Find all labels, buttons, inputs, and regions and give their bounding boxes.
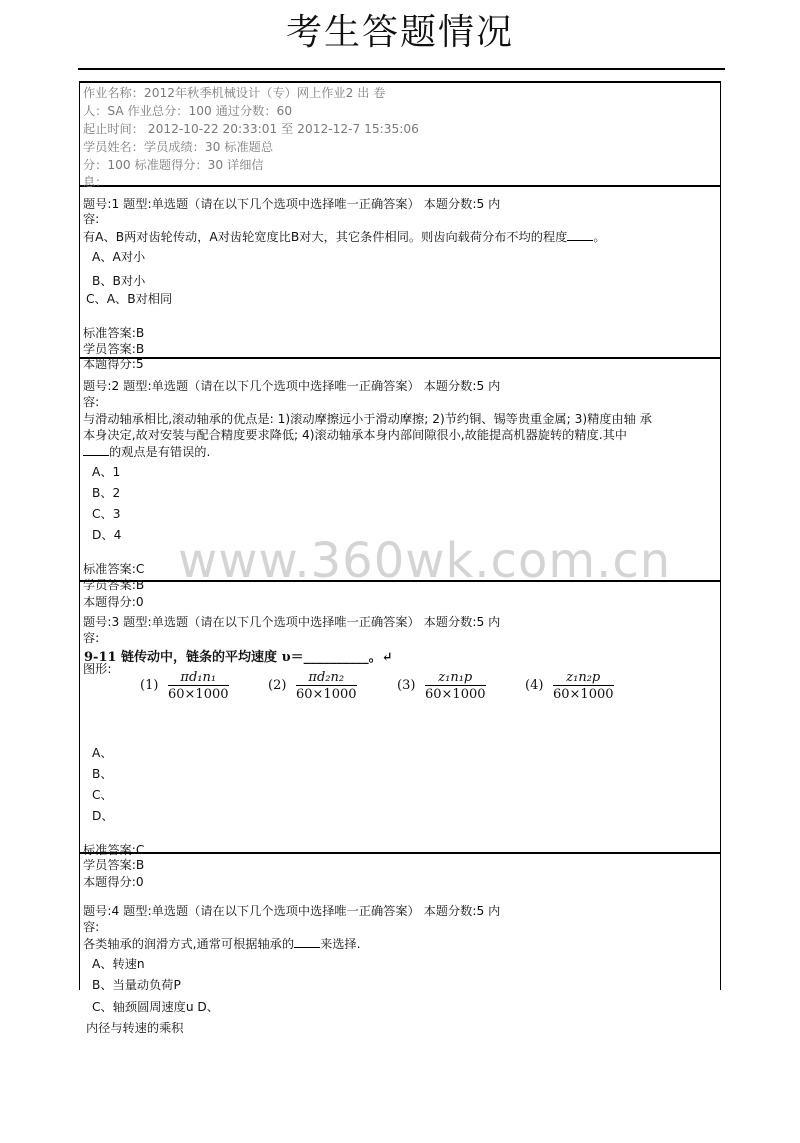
q2-student-answer: 学员答案:B (83, 578, 145, 592)
question-box-4 (79, 854, 721, 990)
formula-label: (3) (397, 678, 416, 693)
q3-student-answer: 学员答案:B (83, 858, 145, 872)
answer-blank (294, 936, 320, 948)
title-rule (78, 68, 725, 70)
q3-option-c[interactable]: C、 (92, 788, 113, 802)
answer-blank (567, 229, 593, 241)
q1-option-a[interactable]: A、A对小 (92, 250, 146, 264)
q2-text-line2: 本身决定,故对安装与配合精度要求降低; 4)滚动轴承本身内部间隙很小,故能提高机器旋转的精度.其中 (83, 428, 627, 442)
formula-label: (2) (268, 678, 287, 693)
student-info: 学员姓名：学员成绩：30 标准题总 (83, 140, 274, 154)
q2-text-line1: 与滑动轴承相比,滚动轴承的优点是: 1)滚动摩擦远小于滑动摩擦; 2)节约铜、锡等贵重金属; 3)精度由轴 承 (83, 412, 652, 426)
q4-option-b[interactable]: B、当量动负荷P (92, 978, 181, 992)
formula-label: (4) (525, 678, 544, 693)
formula-denominator: 60×1000 (296, 687, 357, 702)
q1-header: 题号:1 题型:单选题（请在以下几个选项中选择唯一正确答案） 本题分数:5 内 (83, 197, 501, 211)
formula-denominator: 60×1000 (425, 687, 486, 702)
q3-header: 题号:3 题型:单选题（请在以下几个选项中选择唯一正确答案） 本题分数:5 内 (83, 615, 501, 629)
q1-option-c[interactable]: C、A、B对相同 (86, 292, 173, 306)
q2-text-line3: 的观点是有错误的. (83, 444, 210, 460)
formula-denominator: 60×1000 (168, 687, 229, 702)
q2-option-d[interactable]: D、4 (92, 528, 122, 542)
formula-numerator: z₁n₁p (438, 670, 473, 685)
q2-option-a[interactable]: A、1 (92, 465, 121, 479)
q1-score: 本题得分:5 (83, 357, 144, 371)
q2-option-c[interactable]: C、3 (92, 507, 121, 521)
formula-numerator: πd₁n₁ (180, 670, 217, 685)
q3-option-b[interactable]: B、 (92, 767, 113, 781)
q1-option-b[interactable]: B、B对小 (92, 274, 146, 288)
q1-student-answer: 学员答案:B (83, 342, 145, 356)
watermark: www.360wk.com.cn (178, 533, 672, 589)
q2-header-cont: 容: (83, 395, 100, 409)
q2-option-b[interactable]: B、2 (92, 486, 121, 500)
q3-figure-title: 9-11 链传动中，链条的平均速度 υ＝__________。↵ (84, 650, 393, 665)
page-title: 考生答题情况 (285, 12, 514, 53)
q4-option-d-cont[interactable]: 内径与转速的乘积 (86, 1021, 184, 1035)
divider (79, 81, 721, 83)
assignment-name: 作业名称：2012年秋季机械设计（专）网上作业2 出 卷 (83, 86, 386, 100)
q3-option-d[interactable]: D、 (92, 809, 114, 823)
q3-score: 本题得分:0 (83, 875, 144, 889)
q3-standard-answer: 标准答案:C (83, 843, 145, 857)
q1-text: 有A、B两对齿轮传动，A对齿轮宽度比B对大，其它条件相同。则齿向载荷分布不均的程度 。 (83, 230, 606, 244)
q2-score: 本题得分:0 (83, 595, 144, 609)
q4-text: 各类轴承的润滑方式,通常可根据轴承的 来选择. (83, 937, 361, 951)
formula-numerator: z₁n₂p (566, 670, 601, 685)
assignment-time-range: 起止时间： 2012-10-22 20:33:01 至 2012-12-7 15:35:06 (83, 122, 419, 136)
answer-blank (83, 444, 109, 456)
question-box-1 (79, 187, 721, 357)
q3-figure-label: 图形: (83, 662, 112, 676)
formula-label: (1) (140, 678, 159, 693)
formula-denominator: 60×1000 (553, 687, 614, 702)
formula-numerator: πd₂n₂ (308, 670, 345, 685)
q4-header-cont: 容: (83, 920, 100, 934)
q1-header-cont: 容: (83, 212, 100, 226)
q4-header: 题号:4 题型:单选题（请在以下几个选项中选择唯一正确答案） 本题分数:5 内 (83, 904, 501, 918)
student-score-info: 分：100 标准题得分：30 详细信 (83, 158, 264, 172)
q2-header: 题号:2 题型:单选题（请在以下几个选项中选择唯一正确答案） 本题分数:5 内 (83, 379, 501, 393)
details-label: 息： (83, 175, 108, 189)
q3-option-a[interactable]: A、 (92, 746, 113, 760)
q3-header-cont: 容: (83, 631, 100, 645)
q4-option-a[interactable]: A、转速n (92, 957, 145, 971)
q2-standard-answer: 标准答案:C (83, 562, 145, 576)
assignment-score-info: 人：SA 作业总分：100 通过分数：60 (83, 104, 293, 118)
q4-option-c-d[interactable]: C、轴颈圆周速度u D、 (92, 1000, 219, 1014)
q1-standard-answer: 标准答案:B (83, 326, 145, 340)
